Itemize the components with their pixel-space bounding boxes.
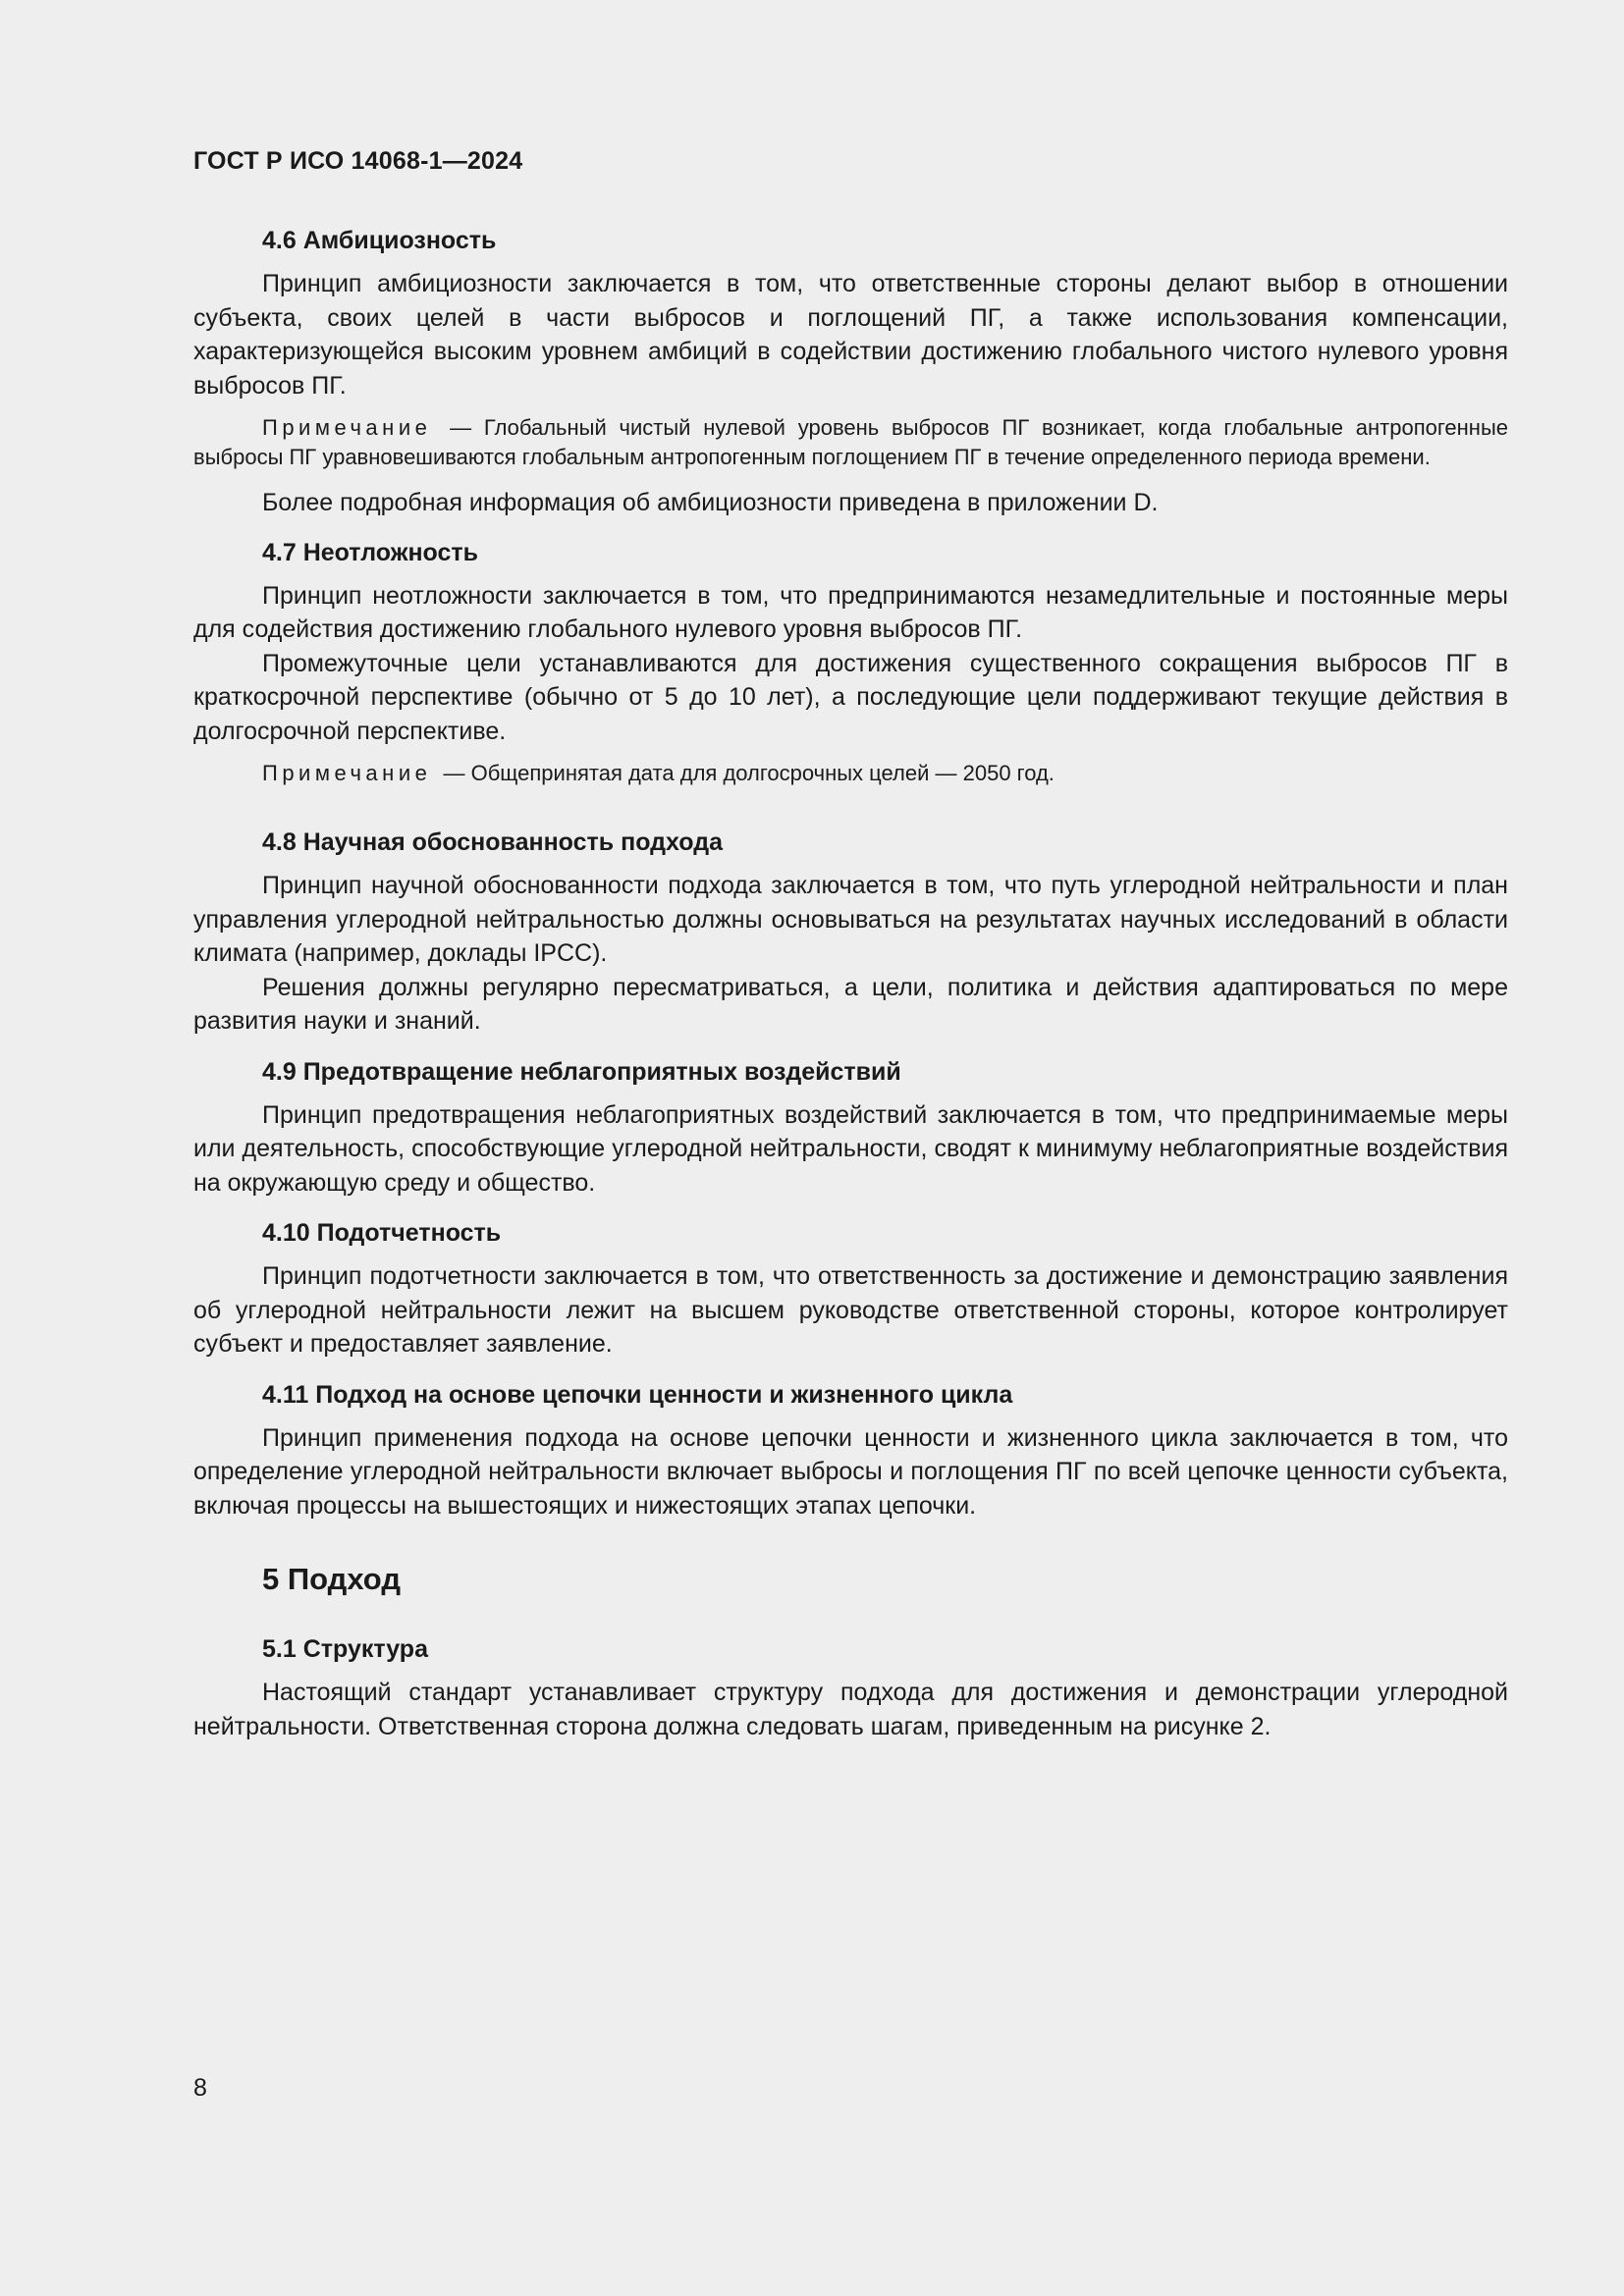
paragraph-4-8-2: Решения должны регулярно пересматриваться, а цели, политика и действия адаптироваться по мере развития науки и знаний. — [193, 973, 1508, 1035]
heading-4-10: 4.10 Подотчетность — [262, 1219, 502, 1247]
note-text: — Общепринятая дата для долгосрочных целей — 2050 год. — [443, 761, 1055, 785]
page-number: 8 — [193, 2074, 207, 2102]
paragraph-5-1-1: Настоящий стандарт устанавливает структуру подхода для достижения и демонстрации углеродной нейтральности. Ответственная сторона должна следовать шагам, приведенным на рисунке 2. — [193, 1679, 1508, 1740]
heading-4-6: 4.6 Амбициозность — [262, 227, 497, 254]
heading-5: 5 Подход — [262, 1562, 402, 1596]
paragraph-4-7-2: Промежуточные цели устанавливаются для достижения существенного сокращения выбросов ПГ в краткосрочной перспективе (обычно от 5 до 10 лет), а последующие цели поддерживают текущие действия в долгосрочной перспективе. — [193, 649, 1508, 745]
heading-4-11: 4.11 Подход на основе цепочки ценности и жизненного цикла — [262, 1380, 1013, 1409]
note-label: Примечание — [262, 415, 432, 440]
paragraph-4-6-1: Принцип амбициозности заключается в том, что ответственные стороны делают выбор в отношении субъекта, своих целей в части выбросов и поглощений ПГ, а также использования компенсации, характеризующейся высоким уровнем амбиций в содействии достижению глобального чистого нулевого уровня выбросов ПГ. — [193, 270, 1508, 400]
heading-5-1: 5.1 Структура — [262, 1635, 428, 1663]
heading-4-9: 4.9 Предотвращение неблагоприятных воздействий — [262, 1057, 901, 1086]
heading-4-8: 4.8 Научная обоснованность подхода — [262, 828, 723, 856]
note-text: — Глобальный чистый нулевой уровень выбросов ПГ возникает, когда глобальные антропогенные выбросы ПГ уравновешиваются глобальным антропогенным поглощением ПГ в течение определенного периода времени. — [193, 415, 1508, 469]
paragraph-4-8-1: Принцип научной обоснованности подхода заключается в том, что путь углеродной нейтральности и план управления углеродной нейтральностью должны основываться на результатах научных исследований в области климата (например, доклады IPCC). — [193, 872, 1508, 967]
note-4-7 — [193, 759, 1508, 788]
paragraph-4-7-1: Принцип неотложности заключается в том, что предпринимаются незамедлительные и постоянные меры для содействия достижению глобального нулевого уровня выбросов ПГ. — [193, 581, 1508, 643]
paragraph-4-6-2: Более подробная информация об амбициозности приведена в приложении D. — [262, 489, 1159, 516]
heading-4-7: 4.7 Неотложность — [262, 538, 478, 566]
note-4-6 — [193, 413, 1508, 472]
paragraph-4-11-1: Принцип применения подхода на основе цепочки ценности и жизненного цикла заключается в том, что определение углеродной нейтральности включает выбросы и поглощения ПГ по всей цепочке ценности субъекта, включая процессы на вышестоящих и нижестоящих этапах цепочки. — [193, 1423, 1508, 1520]
note-label: Примечание — [262, 761, 432, 785]
paragraph-4-10-1: Принцип подотчетности заключается в том, что ответственность за достижение и демонстрацию заявления об углеродной нейтральности лежит на высшем руководстве ответственной стороны, которое контролирует субъект и предоставляет заявление. — [193, 1262, 1508, 1358]
paragraph-4-9-1: Принцип предотвращения неблагоприятных воздействий заключается в том, что предпринимаемые меры или деятельность, способствующие углеродной нейтральности, сводят к минимуму неблагоприятные воздействия на окружающую среду и общество. — [193, 1100, 1508, 1197]
page-content — [193, 224, 1508, 1743]
document-header: ГОСТ Р ИСО 14068-1—2024 — [193, 147, 523, 175]
